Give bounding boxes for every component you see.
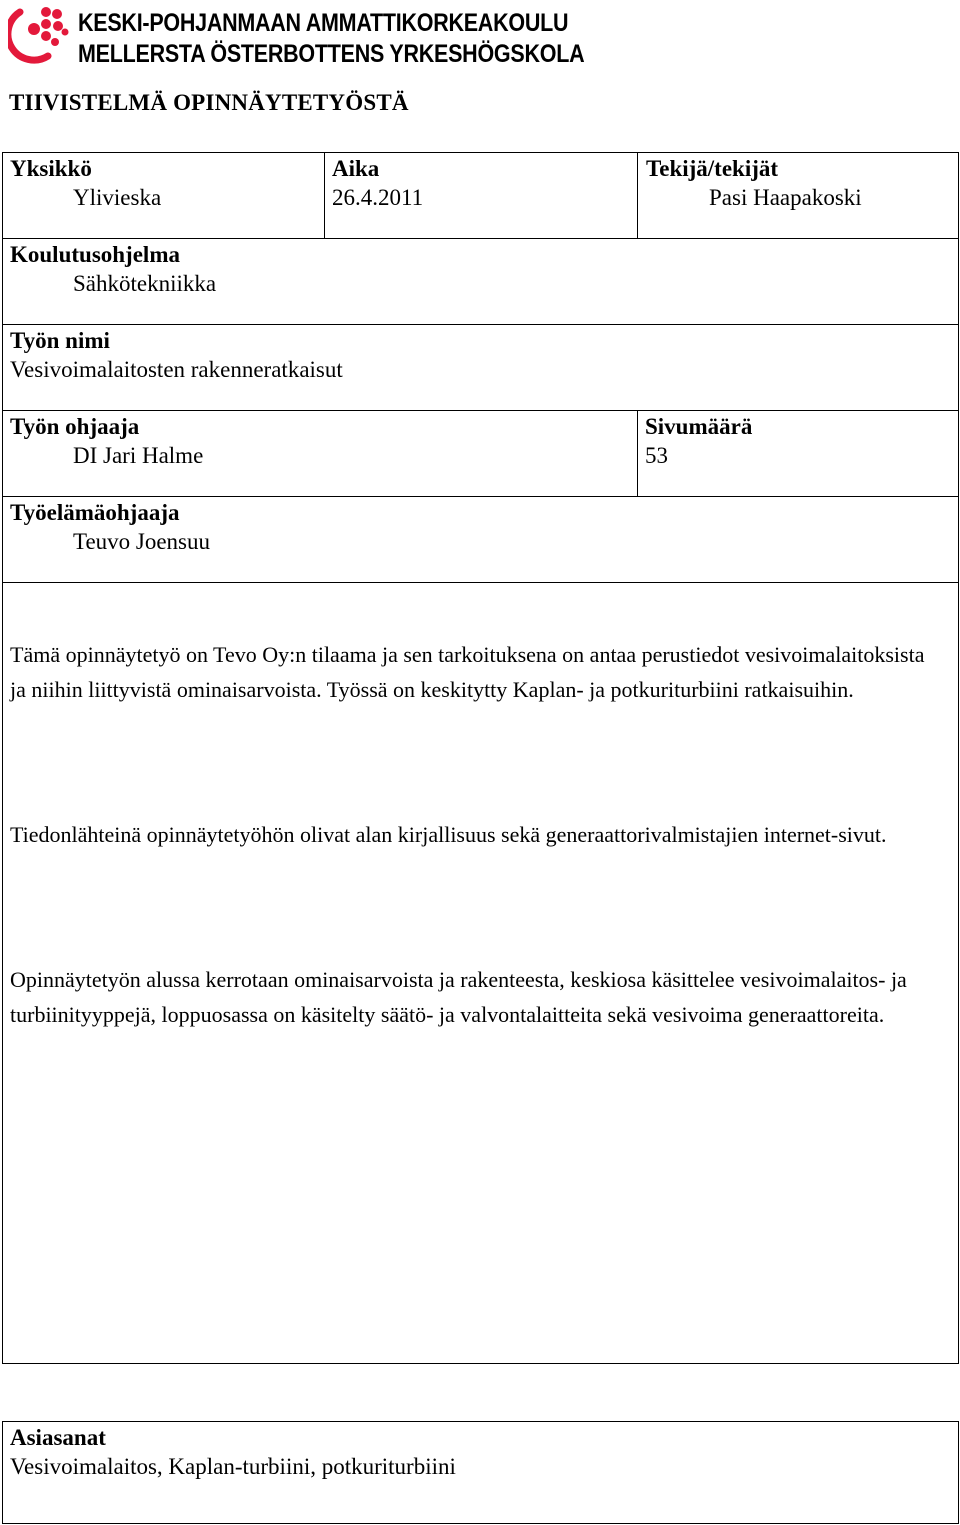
abstract-paragraph: Tämä opinnäytetyö on Tevo Oy:n tilaama ja sen tarkoituksena on antaa perustiedot vesivoimalaitoksista ja niihin liittyvistä ominaisarvoista. Työssä on keskitytty Kaplan- ja potkuriturbiini ratkaisuihin. xyxy=(10,642,925,702)
document-title: TIIVISTELMÄ OPINNÄYTETYÖSTÄ xyxy=(9,90,409,115)
keywords-label: Asiasanat xyxy=(10,1425,106,1450)
author-value: Pasi Haapakoski xyxy=(709,185,862,210)
column-divider xyxy=(637,410,638,496)
school-logo-icon xyxy=(8,2,70,64)
school-name-finnish: KESKI-POHJANMAAN AMMATTIKORKEAKOULU xyxy=(78,9,569,37)
page-count-value: 53 xyxy=(645,443,668,468)
keywords-value: Vesivoimalaitos, Kaplan-turbiini, potkuriturbiini xyxy=(10,1454,456,1479)
date-value: 26.4.2011 xyxy=(332,185,424,210)
keywords-box xyxy=(2,1421,959,1524)
row-divider xyxy=(3,238,958,239)
program-label: Koulutusohjelma xyxy=(10,242,180,267)
author-label: Tekijä/tekijät xyxy=(646,156,779,181)
school-name-swedish: MELLERSTA ÖSTERBOTTENS YRKESHÖGSKOLA xyxy=(78,40,585,68)
row-divider xyxy=(3,324,958,325)
school-name xyxy=(78,8,584,70)
unit-label: Yksikkö xyxy=(10,156,92,181)
unit-value: Ylivieska xyxy=(73,185,162,210)
work-life-supervisor-label: Työelämäohjaaja xyxy=(10,500,180,525)
program-value: Sähkötekniikka xyxy=(73,271,217,296)
abstract-paragraph: Tiedonlähteinä opinnäytetyöhön olivat alan kirjallisuus sekä generaattorivalmistajien internet-sivut. xyxy=(10,822,887,847)
column-divider xyxy=(637,153,638,238)
date-label: Aika xyxy=(332,156,380,181)
row-divider xyxy=(3,410,958,411)
work-name-value: Vesivoimalaitosten rakenneratkaisut xyxy=(10,357,343,382)
work-life-supervisor-value: Teuvo Joensuu xyxy=(73,529,211,554)
row-divider xyxy=(3,496,958,497)
supervisor-label: Työn ohjaaja xyxy=(10,414,140,439)
row-divider xyxy=(3,582,958,583)
column-divider xyxy=(324,153,325,238)
abstract-paragraph: Opinnäytetyön alussa kerrotaan ominaisarvoista ja rakenteesta, keskiosa käsittelee vesivoimalaitos- ja turbiinityyppejä, loppuosassa on käsitelty säätö- ja valvontalaitteita sekä vesivoima generaattoreita. xyxy=(10,967,907,1027)
work-name-label: Työn nimi xyxy=(10,328,110,353)
abstract-form xyxy=(2,152,959,1364)
supervisor-value: DI Jari Halme xyxy=(73,443,204,468)
page-count-label: Sivumäärä xyxy=(645,414,753,439)
